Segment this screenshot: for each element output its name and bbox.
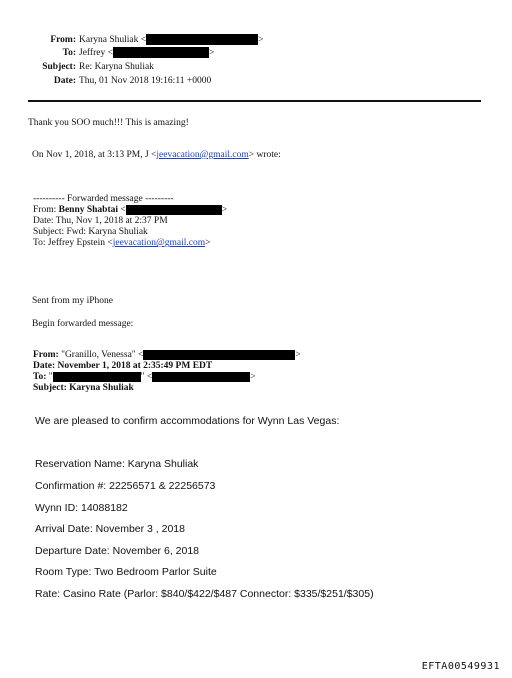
departure-date: Departure Date: November 6, 2018: [35, 545, 200, 557]
header-to-value: Jeffrey <: [79, 48, 113, 58]
arrival-date: Arrival Date: November 3 , 2018: [35, 523, 185, 535]
redaction-bar: [143, 350, 295, 360]
forwarded-to: To: Jeffrey Epstein <jeevacation@gmail.com>: [33, 238, 211, 249]
redaction-bar: [126, 205, 222, 215]
forwarded-date: Date: Thu, Nov 1, 2018 at 2:37 PM: [33, 216, 168, 227]
reservation-name: Reservation Name: Karyna Shuliak: [35, 458, 199, 470]
rate: Rate: Casino Rate (Parlor: $840/$422/$487 Connector: $335/$251/$305): [35, 588, 374, 600]
inner-subject: Subject: Karyna Shuliak: [33, 383, 134, 394]
forwarded-divider: ---------- Forwarded message ---------: [33, 194, 174, 204]
header-subject-label: Subject:: [42, 62, 76, 72]
header-date-value: Thu, 01 Nov 2018 19:16:11 +0000: [79, 76, 212, 86]
forwarded-subject: Subject: Fwd: Karyna Shuliak: [33, 227, 148, 238]
reply-attribution-prefix: On Nov 1, 2018, at 3:13 PM, J <: [32, 150, 157, 160]
confirmation-intro: We are pleased to confirm accommodations for Wynn Las Vegas:: [35, 415, 340, 427]
wynn-id: Wynn ID: 14088182: [35, 502, 128, 514]
begin-forwarded: Begin forwarded message:: [32, 319, 134, 329]
header-from-label: From:: [50, 35, 76, 45]
confirmation-number: Confirmation #: 22256571 & 22256573: [35, 480, 216, 492]
redaction-bar: [113, 47, 209, 58]
redaction-bar: [53, 372, 141, 382]
reply-thanks: Thank you SOO much!!! This is amazing!: [28, 118, 189, 128]
sent-from-iphone: Sent from my iPhone: [32, 296, 114, 306]
header-to-label: To:: [62, 48, 76, 58]
forwarded-from-name: Benny Shabtai: [58, 205, 119, 216]
inner-message-header: [33, 350, 301, 394]
forwarded-message-header: [33, 194, 227, 249]
forwarded-to-email-link[interactable]: jeevacation@gmail.com: [112, 238, 206, 249]
header-from-end: >: [258, 35, 264, 45]
header-subject-value: Re: Karyna Shuliak: [79, 62, 154, 72]
header-from-value: Karyna Shuliak <: [79, 35, 147, 45]
reply-attribution: [32, 149, 281, 161]
forwarded-from: From: Benny Shabtai < >: [33, 205, 228, 216]
reply-email-link[interactable]: jeevacation@gmail.com: [156, 150, 249, 160]
redaction-bar: [146, 34, 258, 45]
bates-number: EFTA00549931: [421, 661, 500, 672]
header-date-label: Date:: [53, 76, 76, 86]
header-divider: [28, 100, 481, 102]
redaction-bar: [152, 372, 250, 382]
reply-attribution-suffix: > wrote:: [248, 150, 281, 160]
inner-to: To: " " < >: [33, 372, 256, 383]
inner-from: From: "Granillo, Venessa" < >: [33, 350, 301, 361]
header-to-end: >: [208, 48, 215, 58]
inner-date: Date: November 1, 2018 at 2:35:49 PM EDT: [33, 361, 213, 372]
room-type: Room Type: Two Bedroom Parlor Suite: [35, 566, 217, 578]
